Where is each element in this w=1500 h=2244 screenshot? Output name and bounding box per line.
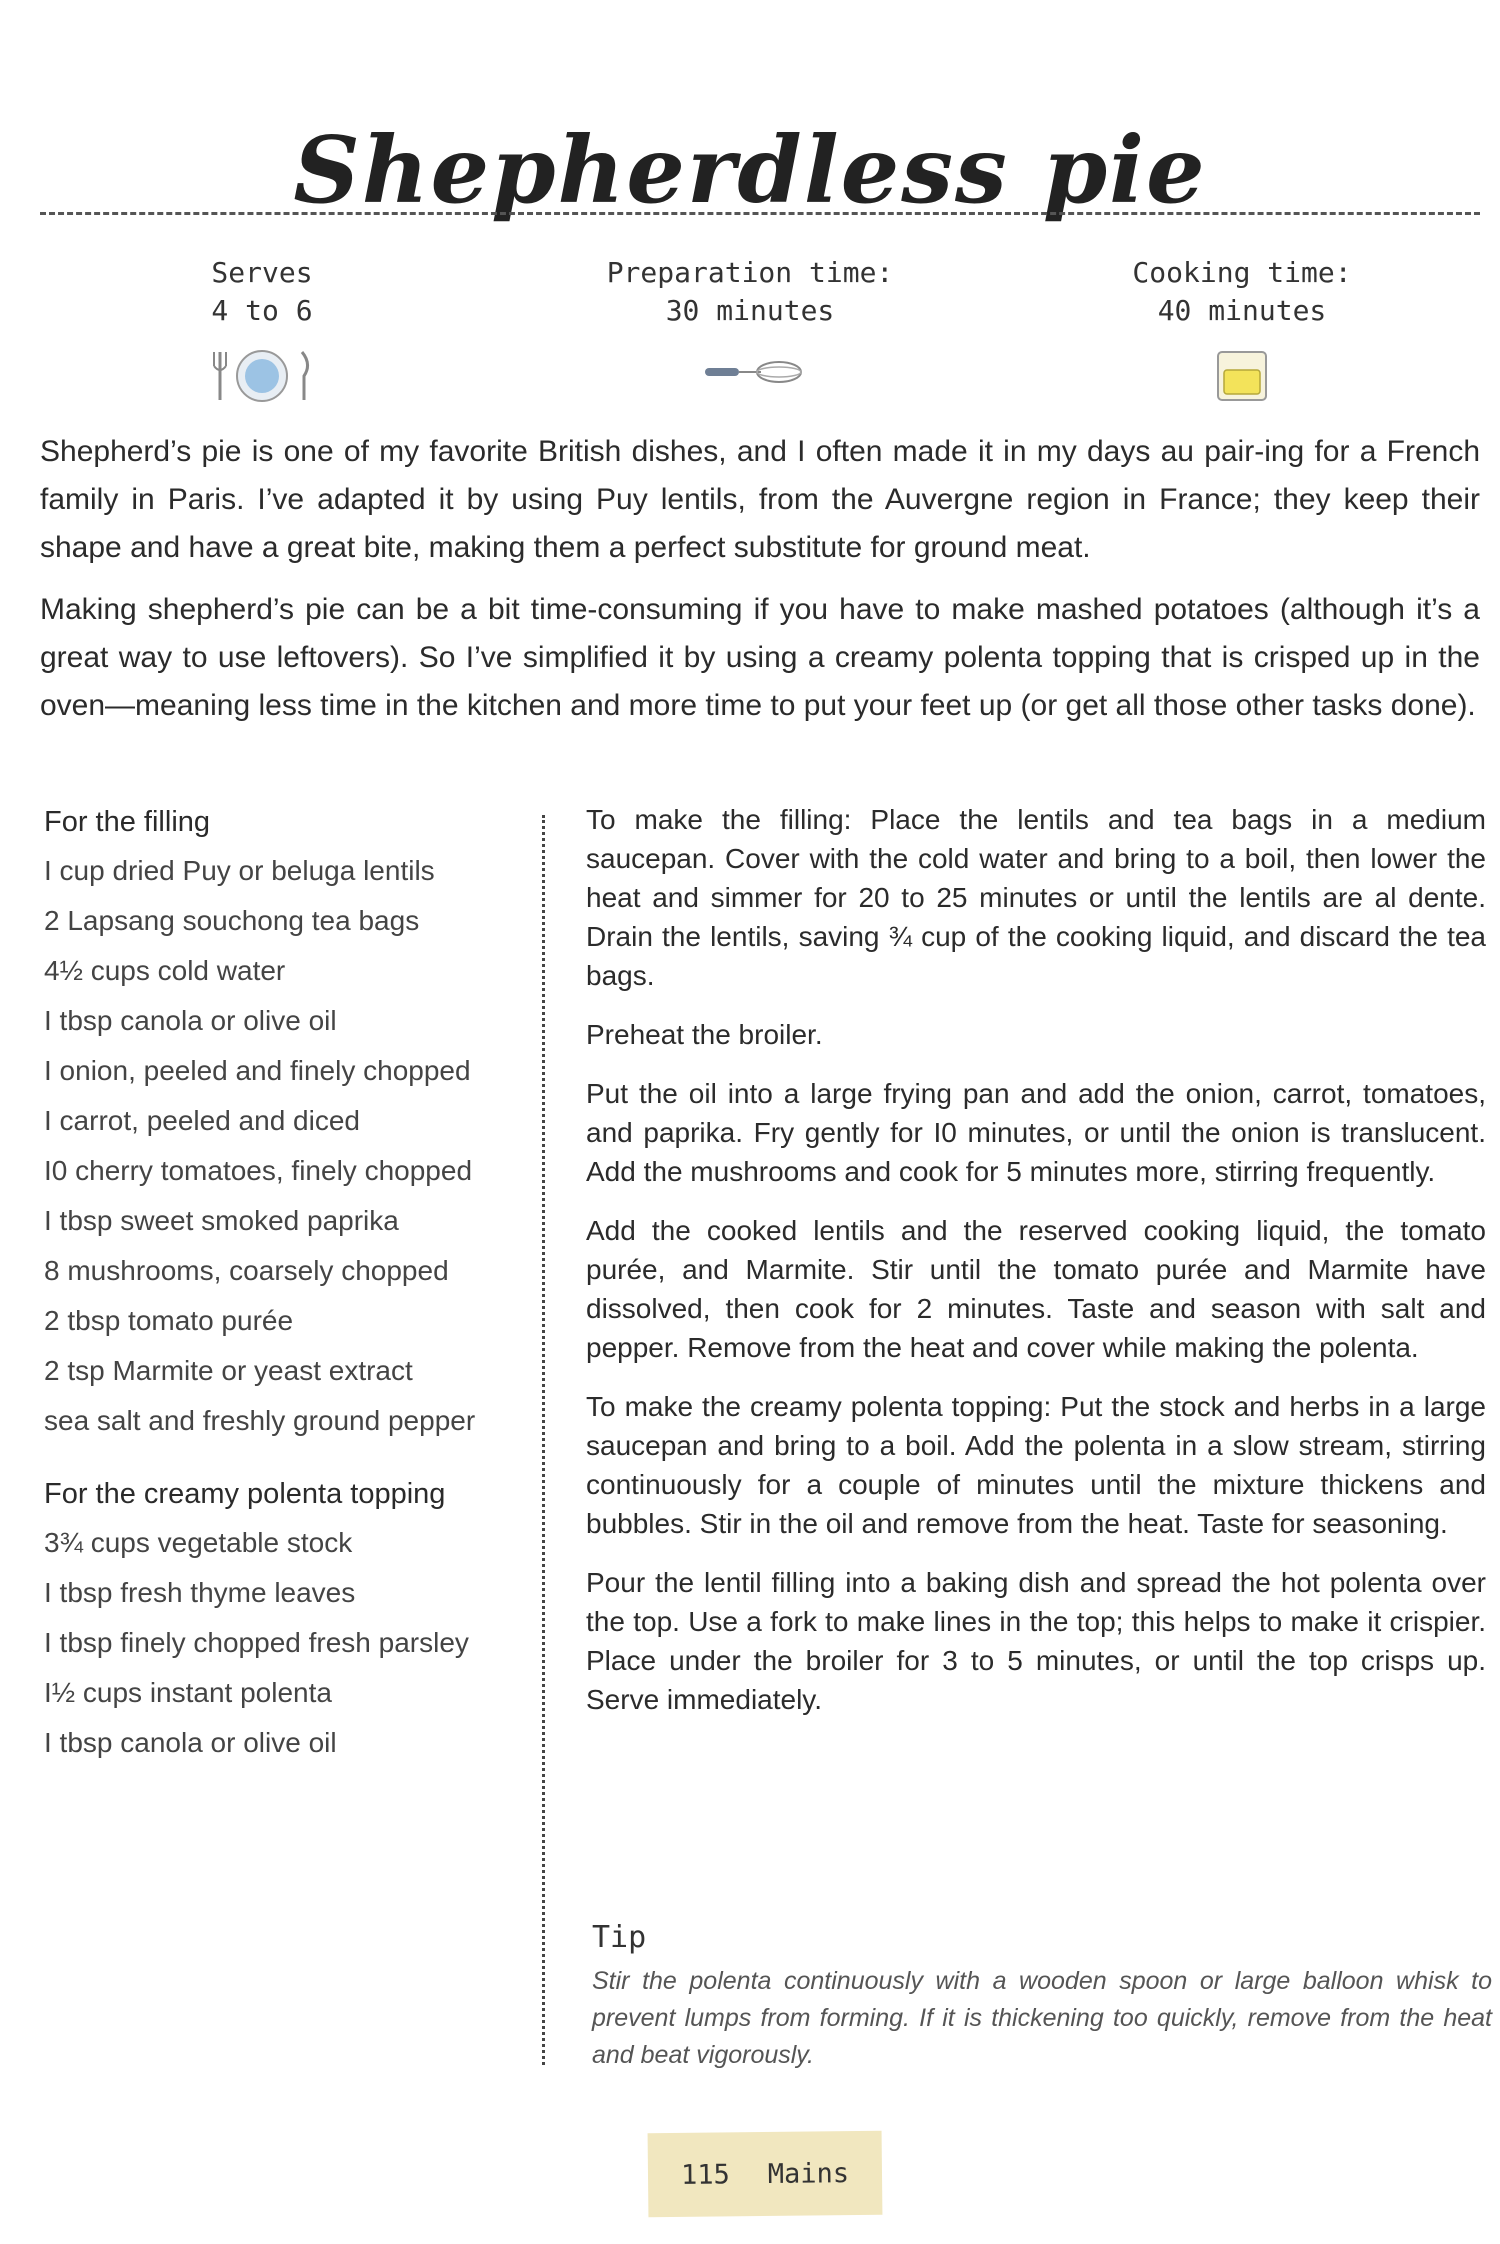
ingredient-item: I tbsp canola or olive oil <box>44 1005 337 1036</box>
ingredient-item: 4½ cups cold water <box>44 955 286 986</box>
ingredient-item: I tbsp finely chopped fresh parsley <box>44 1627 469 1658</box>
method-step: Put the oil into a large frying pan and add the onion, carrot, tomatoes, and paprika. Fry gently for I0 minutes, or until the onion is translucent. Add the mushrooms and cook for 5 minutes more, stirring frequently. <box>586 1078 1486 1187</box>
title-divider <box>40 212 1480 215</box>
ingredient-item: I onion, peeled and finely chopped <box>44 1055 471 1086</box>
method-step: Preheat the broiler. <box>586 1019 823 1050</box>
ingredient-item: 2 tsp Marmite or yeast extract <box>44 1355 413 1386</box>
serves-block <box>52 254 472 406</box>
ingredient-item: I cup dried Puy or beluga lentils <box>44 855 435 886</box>
ingredients-column <box>44 802 514 1776</box>
filling-list <box>44 854 514 1438</box>
intro-paragraph-1: Shepherd’s pie is one of my favorite British dishes, and I often made it in my days au pair-ing for a French family in Paris. I’ve adapted it by using Puy lentils, from the Auvergne region in France; they keep their shape and have a great bite, making them a perfect substitute for ground meat. <box>40 435 1480 564</box>
tip-title: Tip <box>592 1920 647 1955</box>
cook-time-value: 40 minutes <box>1157 294 1327 327</box>
tip-box <box>592 1920 1492 2074</box>
ingredient-item: sea salt and freshly ground pepper <box>44 1405 476 1436</box>
method-column <box>586 800 1486 1739</box>
method-step: Add the cooked lentils and the reserved cooking liquid, the tomato purée, and Marmite. Stir until the tomato purée and Marmite have dissolved, then cook for 2 minutes. Taste and season with salt and pepper. Remove from the heat and cover while making the polenta. <box>586 1215 1486 1363</box>
page-footer-tag <box>648 2131 883 2217</box>
page-number: 115 <box>680 2158 730 2191</box>
ingredient-item: 8 mushrooms, coarsely chopped <box>44 1255 449 1286</box>
ingredient-item: I tbsp canola or olive oil <box>44 1727 337 1758</box>
section-name: Mains <box>767 2157 850 2190</box>
method-step: Pour the lentil filling into a baking dish and spread the hot polenta over the top. Use a fork to make lines in the top; this helps to make it crispier. Place under the broiler for 3 to 5 minutes, or until the top crisps up. Serve immediately. <box>586 1567 1486 1715</box>
topping-list <box>44 1526 514 1760</box>
topping-heading: For the creamy polenta topping <box>44 1478 446 1510</box>
method-step: To make the creamy polenta topping: Put the stock and herbs in a large saucepan and bring to a boil. Add the polenta in a slow stream, stirring continuously for a couple of minutes until the mixture thickens and bubbles. Stir in the oil and remove from the heat. Taste for seasoning. <box>586 1391 1486 1539</box>
prep-time-label: Preparation time: <box>606 256 894 289</box>
cook-time-block <box>1032 254 1452 406</box>
serves-value: 4 to 6 <box>211 294 313 327</box>
ingredient-item: 2 Lapsang souchong tea bags <box>44 905 420 936</box>
baking-dish-icon <box>1202 346 1282 406</box>
ingredient-item: I carrot, peeled and diced <box>44 1105 360 1136</box>
ingredient-item: 3¾ cups vegetable stock <box>44 1527 353 1558</box>
cook-time-label: Cooking time: <box>1132 256 1352 289</box>
ingredient-item: I tbsp fresh thyme leaves <box>44 1577 356 1608</box>
ingredient-item: 2 tbsp tomato purée <box>44 1305 294 1336</box>
ingredient-item: I0 cherry tomatoes, finely chopped <box>44 1155 473 1186</box>
place-setting-icon <box>202 346 322 406</box>
whisk-icon <box>695 346 805 396</box>
prep-time-value: 30 minutes <box>665 294 835 327</box>
ingredient-item: I½ cups instant polenta <box>44 1677 332 1708</box>
column-divider <box>542 815 545 2065</box>
serves-label: Serves <box>211 256 313 289</box>
prep-time-block <box>540 254 960 396</box>
ingredient-item: I tbsp sweet smoked paprika <box>44 1205 399 1236</box>
filling-heading: For the filling <box>44 806 211 838</box>
method-step: To make the filling: Place the lentils and tea bags in a medium saucepan. Cover with the cold water and bring to a boil, then lower the heat and simmer for 20 to 25 minutes or until the lentils are al dente. Drain the lentils, saving ¾ cup of the cooking liquid, and discard the tea bags. <box>586 804 1486 991</box>
intro-paragraph-2: Making shepherd’s pie can be a bit time-consuming if you have to make mashed potatoes (although it’s a great way to use leftovers). So I’ve simplified it by using a creamy polenta topping that is crisped up in the oven—meaning less time in the kitchen and more time to put your feet up (or get all those other tasks done). <box>40 593 1480 722</box>
recipe-title: Shepherdless pie <box>293 115 1207 224</box>
tip-text: Stir the polenta continuously with a wooden spoon or large balloon whisk to prevent lumps from forming. If it is thickening too quickly, remove from the heat and beat vigorously. <box>592 1967 1492 2069</box>
